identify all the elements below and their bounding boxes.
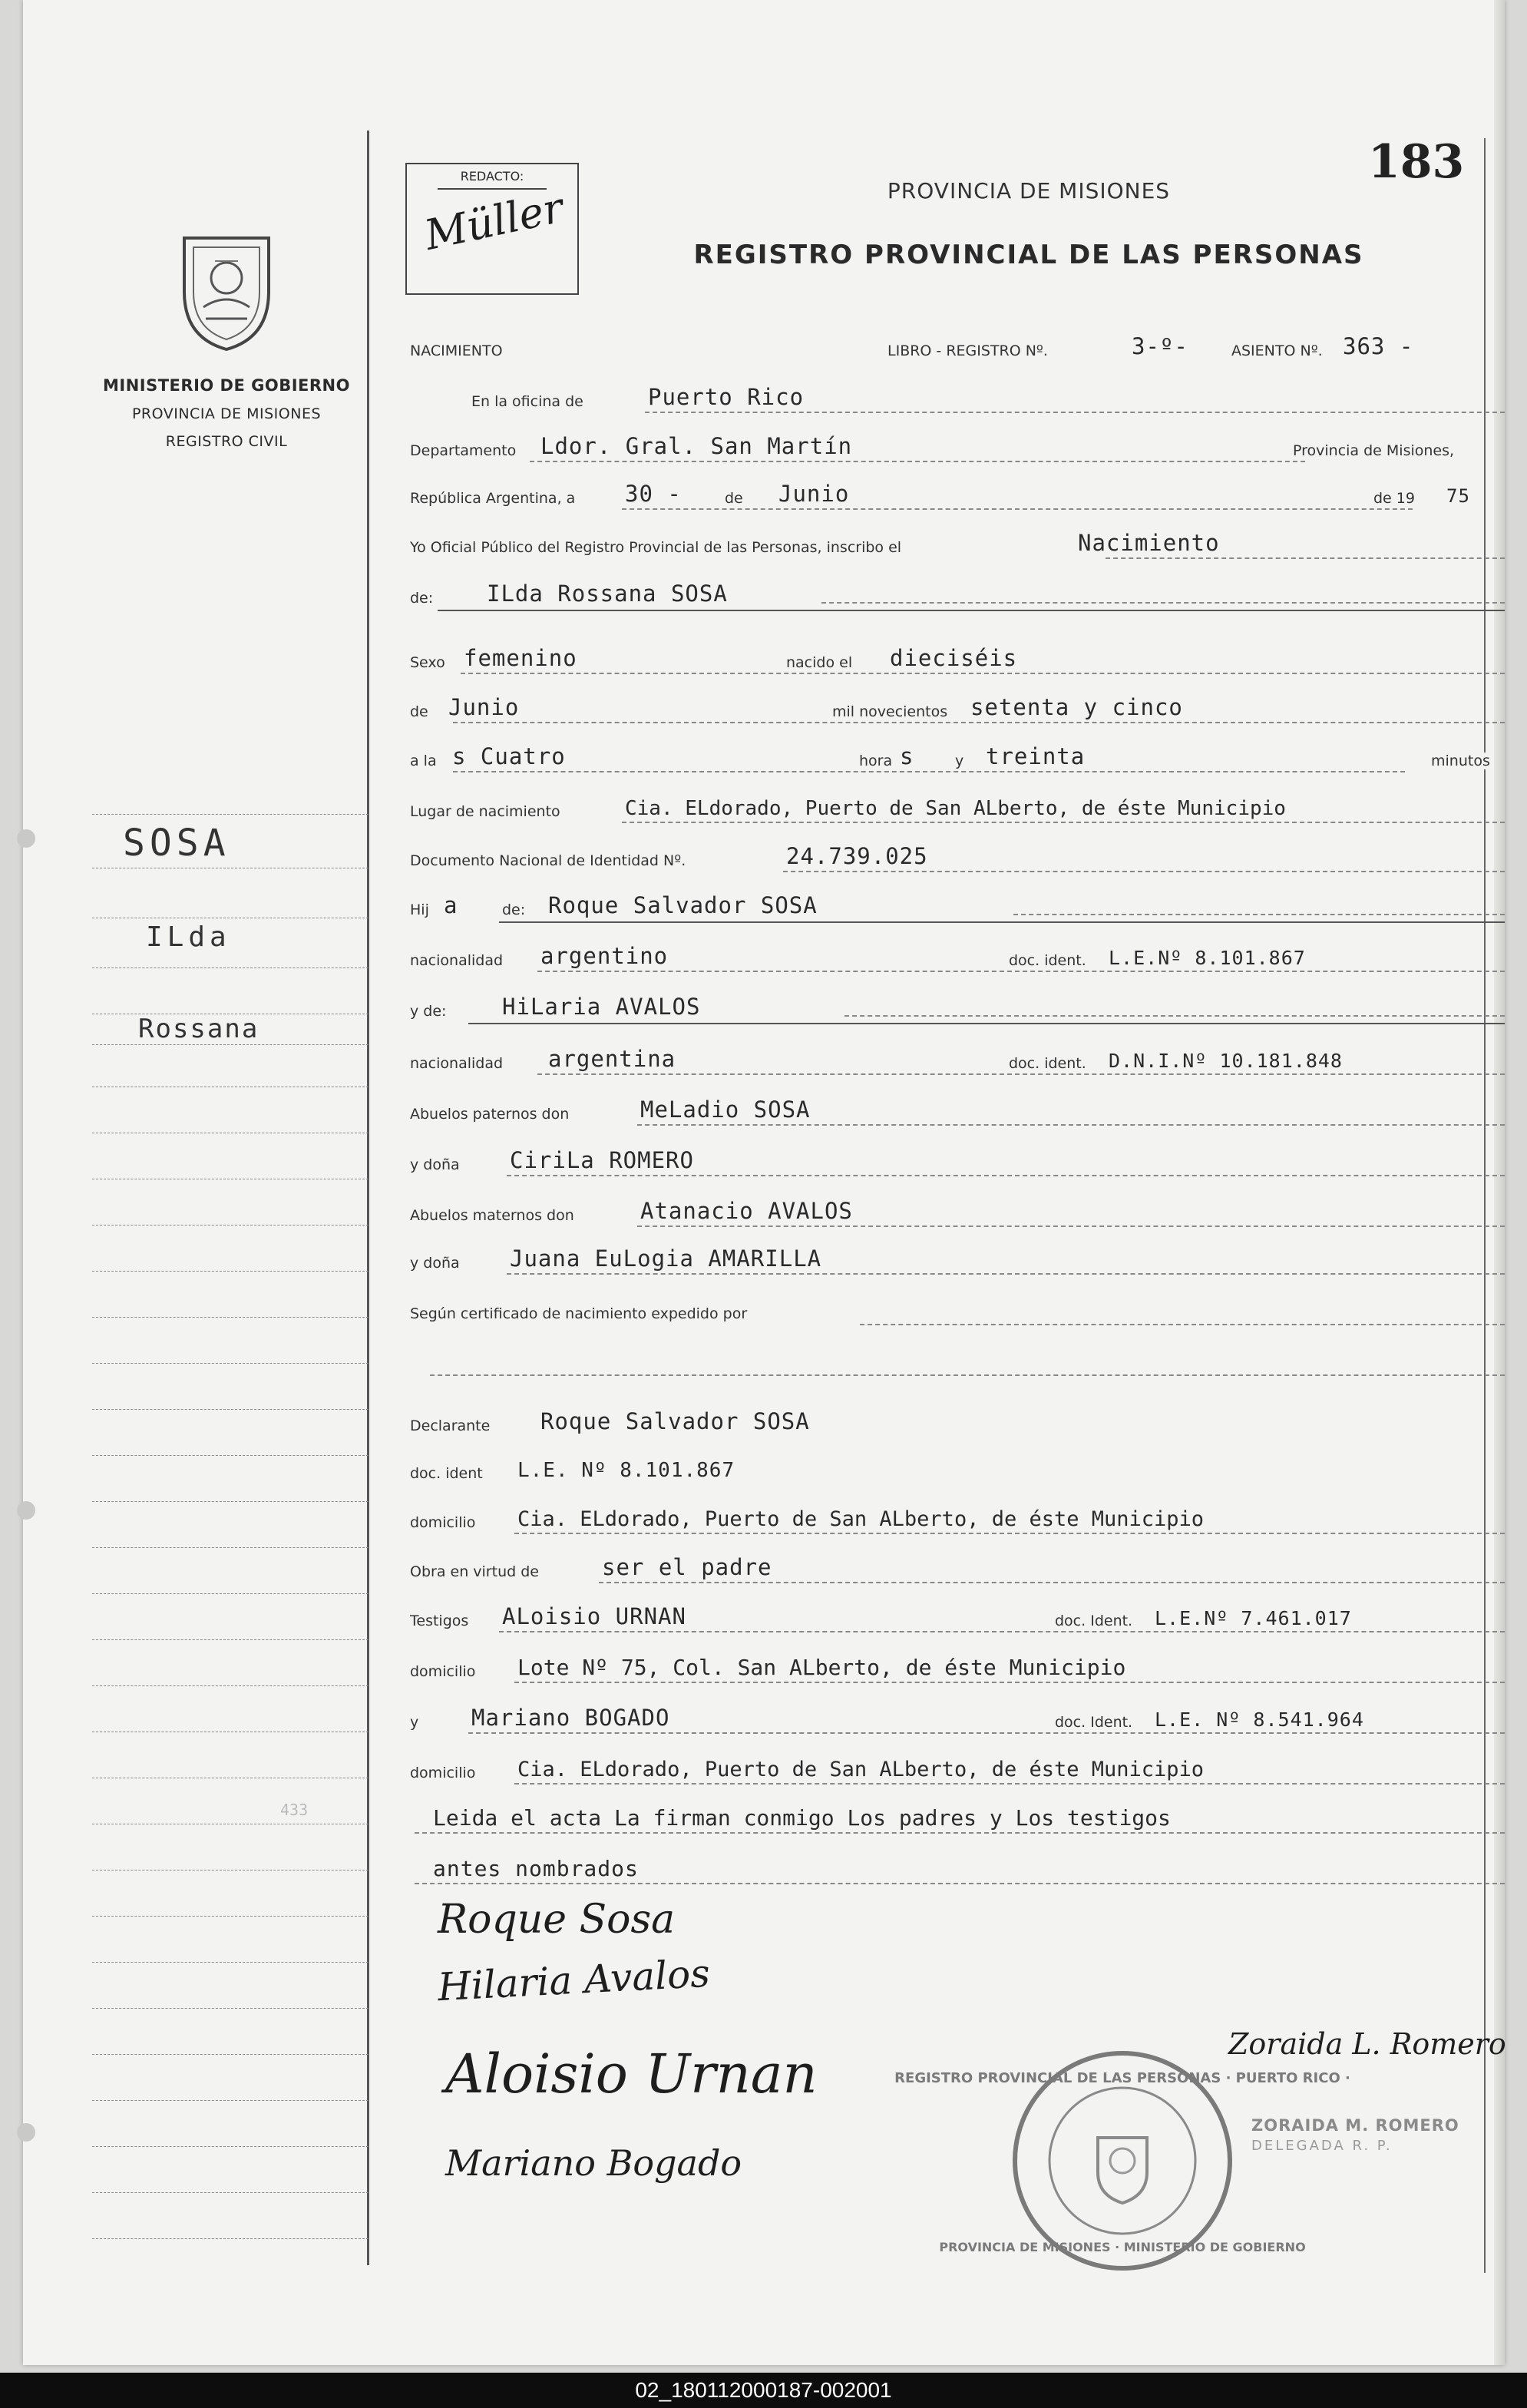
redacto-signature: Müller xyxy=(420,183,568,260)
row-madre xyxy=(410,991,1505,1029)
delegada-stamp xyxy=(1251,2116,1497,2154)
declarante-label: Declarante xyxy=(407,1417,493,1434)
doc-t2-label: doc. Ident. xyxy=(1052,1714,1135,1731)
a-las-label: a la xyxy=(407,752,440,769)
de-year-label: de 19 xyxy=(1370,490,1418,507)
fill-line xyxy=(821,602,1505,604)
row-segun-blank xyxy=(415,1344,1505,1382)
margin-rule xyxy=(92,2146,369,2148)
form-left-rule xyxy=(367,131,369,2265)
departamento-label: Departamento xyxy=(407,442,519,459)
fill-line xyxy=(507,1175,1505,1176)
row-domicilio3 xyxy=(410,1752,1505,1791)
dni-label: Documento Nacional de Identidad Nº. xyxy=(407,852,689,869)
margin-rule xyxy=(92,1317,369,1318)
nacimiento-label: NACIMIENTO xyxy=(407,342,506,359)
fill-line xyxy=(637,1226,1505,1227)
horas-value: s xyxy=(897,743,917,769)
abuelos-paternos-label: Abuelos paternos don xyxy=(407,1106,572,1123)
row-lugar xyxy=(410,791,1505,829)
fill-line xyxy=(530,461,1305,462)
y-label: y xyxy=(952,752,967,769)
margin-rule xyxy=(92,1593,369,1595)
y-t2-label: y xyxy=(407,1714,421,1731)
fill-line xyxy=(468,1023,1505,1024)
row-abuelo-materno xyxy=(410,1195,1505,1233)
margin-rule xyxy=(92,1916,369,1917)
delegada-name: ZORAIDA M. ROMERO xyxy=(1251,2116,1459,2135)
fill-line xyxy=(514,1682,1505,1683)
binding-hole xyxy=(17,2123,35,2142)
de-label: de xyxy=(722,490,746,507)
binding-hole xyxy=(17,829,35,848)
abuelo-paterno-value: MeLadio SOSA xyxy=(637,1096,814,1123)
margin-rule xyxy=(92,814,369,815)
header-province: PROVINCIA DE MISIONES xyxy=(887,178,1171,203)
oficina-value: Puerto Rico xyxy=(645,384,807,410)
fill-line xyxy=(430,1374,1505,1376)
row-nacimiento xyxy=(410,330,1505,369)
fill-line xyxy=(507,1273,1505,1275)
lugar-label: Lugar de nacimiento xyxy=(407,803,564,820)
signature-mother: Hilaria Avalos xyxy=(436,1950,712,2010)
seal-ring-bottom-text: PROVINCIA DE MISIONES · MINISTERIO DE GOBIERNO xyxy=(939,2240,1306,2254)
row-oficina xyxy=(415,381,1505,419)
fill-line xyxy=(499,921,1505,923)
hija-suffix: a xyxy=(441,892,461,918)
row-abuela-materna xyxy=(410,1242,1505,1281)
fill-line xyxy=(537,1073,1505,1075)
margin-name1: ILda xyxy=(146,921,231,953)
nac2-value: argentina xyxy=(545,1046,679,1072)
margin-rule xyxy=(92,1778,369,1779)
doc-decl-label: doc. ident xyxy=(407,1465,486,1482)
margin-rule xyxy=(92,1271,369,1272)
dona1-label: y doña xyxy=(407,1156,463,1173)
margin-rule xyxy=(92,1087,369,1088)
mil-value: setenta y cinco xyxy=(967,694,1186,720)
sexo-label: Sexo xyxy=(407,654,448,671)
row-testigo1 xyxy=(410,1600,1505,1639)
fill-line xyxy=(860,1324,1505,1325)
row-departamento xyxy=(410,430,1505,468)
row-abuela-paterna xyxy=(410,1144,1505,1182)
header-registry: REGISTRO PROVINCIAL DE LAS PERSONAS xyxy=(693,240,1364,270)
fill-line xyxy=(499,1631,1505,1632)
nac1-label: nacionalidad xyxy=(407,952,506,969)
margin-rule xyxy=(92,1225,369,1226)
horas-label: hora xyxy=(856,752,895,769)
document-page xyxy=(23,0,1505,2365)
fill-line xyxy=(622,822,1505,823)
obra-value: ser el padre xyxy=(599,1554,775,1580)
oficial-text: Yo Oficial Público del Registro Provincial de las Personas, inscribo el xyxy=(407,539,904,556)
fill-line xyxy=(461,673,1505,674)
nac1-value: argentino xyxy=(537,943,671,969)
margin-rule xyxy=(92,1044,369,1046)
doc2-value: D.N.I.Nº 10.181.848 xyxy=(1106,1050,1346,1072)
redacto-box xyxy=(405,163,579,295)
fill-line xyxy=(453,771,1405,772)
republica-label: República Argentina, a xyxy=(407,490,578,507)
margin-rule xyxy=(92,1962,369,1963)
row-padre xyxy=(410,889,1505,928)
testigos-label: Testigos xyxy=(407,1612,471,1629)
doc-decl-value: L.E. Nº 8.101.867 xyxy=(514,1459,738,1482)
dona2-label: y doña xyxy=(407,1255,463,1272)
footer-filename: 02_180112000187-002001 xyxy=(635,2378,892,2402)
hija-label: Hij xyxy=(407,901,432,918)
ministry-province: PROVINCIA DE MISIONES xyxy=(131,405,322,422)
margin-rule xyxy=(92,2054,369,2056)
margin-rule xyxy=(92,1409,369,1411)
row-fecha xyxy=(410,478,1505,516)
leida-value: Leida el acta La firman conmigo Los padres y Los testigos xyxy=(430,1805,1174,1831)
margin-rule xyxy=(92,1455,369,1457)
doc-t1-label: doc. Ident. xyxy=(1052,1612,1135,1629)
margin-name2: Rossana xyxy=(138,1014,259,1044)
y-de-label: y de: xyxy=(407,1003,449,1020)
domicilio1-value: Cia. ELdorado, Puerto de San ALberto, de éste Municipio xyxy=(514,1507,1207,1531)
libro-value: 3-º- xyxy=(1129,333,1192,359)
segun-label: Según certificado de nacimiento expedido por xyxy=(407,1305,750,1322)
ministry-registry: REGISTRO CIVIL xyxy=(165,433,288,450)
fill-line xyxy=(645,412,1505,413)
margin-surname: SOSA xyxy=(123,822,230,865)
domicilio2-value: Lote Nº 75, Col. San ALberto, de éste Municipio xyxy=(514,1655,1129,1680)
doc1-value: L.E.Nº 8.101.867 xyxy=(1106,947,1309,969)
domicilio3-value: Cia. ELdorado, Puerto de San ALberto, de éste Municipio xyxy=(514,1758,1207,1781)
signature-officer: Zoraida L. Romero xyxy=(1228,2027,1506,2061)
mil-label: mil novecientos xyxy=(829,703,950,720)
margin-rule xyxy=(92,1179,369,1180)
domicilio2-label: domicilio xyxy=(407,1663,478,1680)
margin-rule xyxy=(92,1685,369,1687)
asiento-value: 363 - xyxy=(1340,333,1416,359)
abuela-paterna-value: CiriLa ROMERO xyxy=(507,1147,697,1173)
doc-t2-value: L.E. Nº 8.541.964 xyxy=(1152,1708,1367,1731)
row-dni xyxy=(410,840,1505,878)
fill-line xyxy=(453,722,1505,723)
minutos-value: treinta xyxy=(983,743,1088,769)
testigo2-value: Mariano BOGADO xyxy=(468,1705,673,1731)
delegada-title: DELEGADA R. P. xyxy=(1251,2138,1393,2154)
margin-rule xyxy=(92,2100,369,2102)
fill-line xyxy=(1013,914,1505,915)
dia-value: 30 - xyxy=(622,481,685,507)
redacto-label: REDACTO: xyxy=(438,164,547,190)
row-testigo2 xyxy=(410,1702,1505,1740)
margin-rule xyxy=(92,1824,369,1825)
abuela-materna-value: Juana EuLogia AMARILLA xyxy=(507,1245,825,1272)
row-nombre xyxy=(410,577,1505,616)
departamento-value: Ldor. Gral. San Martín xyxy=(537,433,855,459)
fill-line xyxy=(415,1832,1505,1834)
de-padre-label: de: xyxy=(499,901,528,918)
padre-value: Roque Salvador SOSA xyxy=(545,892,821,918)
margin-rule xyxy=(92,1501,369,1503)
row-leida xyxy=(415,1801,1505,1840)
signature-witness2: Mariano Bogado xyxy=(445,2142,742,2184)
mes-value: Junio xyxy=(775,481,852,507)
binding-hole xyxy=(17,1501,35,1520)
nacido-value: dieciséis xyxy=(887,645,1020,671)
obra-label: Obra en virtud de xyxy=(407,1563,542,1580)
margin-rule xyxy=(92,1133,369,1134)
nacido-label: nacido el xyxy=(783,654,855,671)
margin-rule xyxy=(92,1547,369,1549)
abuelos-maternos-label: Abuelos maternos don xyxy=(407,1207,577,1224)
oficial-value: Nacimiento xyxy=(1075,530,1223,556)
margin-rule xyxy=(92,868,369,869)
doc1-label: doc. ident. xyxy=(1006,952,1089,969)
row-hora xyxy=(410,740,1505,779)
row-nac1 xyxy=(410,940,1505,978)
row-abuelo-paterno xyxy=(410,1093,1505,1132)
fill-line xyxy=(438,610,1505,611)
margin-rule xyxy=(92,2238,369,2240)
testigo1-value: ALoisio URNAN xyxy=(499,1603,689,1629)
nombre-value: ILda Rossana SOSA xyxy=(484,580,731,607)
anio-value: 75 xyxy=(1443,485,1473,507)
margin-rule xyxy=(92,1870,369,1871)
lugar-value: Cia. ELdorado, Puerto de San ALberto, de éste Municipio xyxy=(622,797,1289,820)
margin-rule xyxy=(92,2192,369,2194)
sexo-value: femenino xyxy=(461,645,580,671)
fill-line xyxy=(622,508,1413,510)
signature-father: Roque Sosa xyxy=(438,1897,676,1943)
dni-value: 24.739.025 xyxy=(783,843,931,869)
de-mes-label: de xyxy=(407,703,431,720)
minutos-label: minutos xyxy=(1428,752,1493,769)
provincia-label: Provincia de Misiones, xyxy=(1290,442,1457,459)
row-antes xyxy=(415,1852,1505,1890)
row-domicilio2 xyxy=(410,1651,1505,1689)
a-las-value: s Cuatro xyxy=(449,743,569,769)
seal-ring-text: REGISTRO PROVINCIAL DE LAS PERSONAS · PUERTO RICO · xyxy=(894,2070,1350,2086)
fill-line xyxy=(637,1124,1505,1126)
row-obra xyxy=(410,1551,1505,1589)
row-doc-declarante xyxy=(410,1453,1505,1491)
declarante-value: Roque Salvador SOSA xyxy=(537,1408,813,1434)
fill-line xyxy=(468,1732,1505,1734)
ministry-block xyxy=(84,376,369,450)
row-declarante xyxy=(410,1405,1505,1444)
fill-line xyxy=(514,1783,1505,1784)
fill-line xyxy=(844,1015,1505,1017)
margin-rule xyxy=(92,1732,369,1733)
abuelo-materno-value: Atanacio AVALOS xyxy=(637,1198,856,1224)
asiento-label: ASIENTO Nº. xyxy=(1228,342,1326,359)
fill-line xyxy=(1106,557,1505,559)
fill-line xyxy=(415,1883,1505,1884)
madre-value: HiLaria AVALOS xyxy=(499,994,703,1020)
margin-rule xyxy=(92,918,369,919)
signature-witness1: Aloisio Urnan xyxy=(445,2043,818,2105)
fill-line xyxy=(514,1533,1505,1534)
fill-line xyxy=(783,871,1505,872)
row-domicilio1 xyxy=(410,1502,1505,1540)
margin-rule xyxy=(92,1639,369,1641)
doc2-label: doc. ident. xyxy=(1006,1055,1089,1072)
domicilio1-label: domicilio xyxy=(407,1514,478,1531)
oficina-label: En la oficina de xyxy=(468,393,587,410)
coat-of-arms-icon xyxy=(169,230,284,353)
row-nac2 xyxy=(410,1043,1505,1081)
libro-label: LIBRO - REGISTRO Nº. xyxy=(884,342,1051,359)
margin-rule xyxy=(92,968,369,969)
de-nombre-label: de: xyxy=(407,590,436,607)
row-oficial xyxy=(410,527,1505,565)
domicilio3-label: domicilio xyxy=(407,1765,478,1781)
folio-number: 183 xyxy=(1368,135,1465,189)
margin-rule xyxy=(92,2008,369,2009)
doc-t1-value: L.E.Nº 7.461.017 xyxy=(1152,1607,1355,1629)
margin-rule xyxy=(92,1363,369,1364)
row-sexo xyxy=(410,642,1505,680)
row-segun xyxy=(410,1293,1505,1331)
antes-value: antes nombrados xyxy=(430,1856,642,1881)
footer-bar xyxy=(0,2373,1527,2408)
row-mes-anio xyxy=(410,691,1505,729)
fill-line xyxy=(599,1582,1505,1583)
ministry-title: MINISTERIO DE GOBIERNO xyxy=(103,376,350,395)
margin-pencil-note: 433 xyxy=(280,1801,309,1819)
fill-line xyxy=(537,971,1505,972)
nac2-label: nacionalidad xyxy=(407,1055,506,1072)
mes2-value: Junio xyxy=(445,694,522,720)
